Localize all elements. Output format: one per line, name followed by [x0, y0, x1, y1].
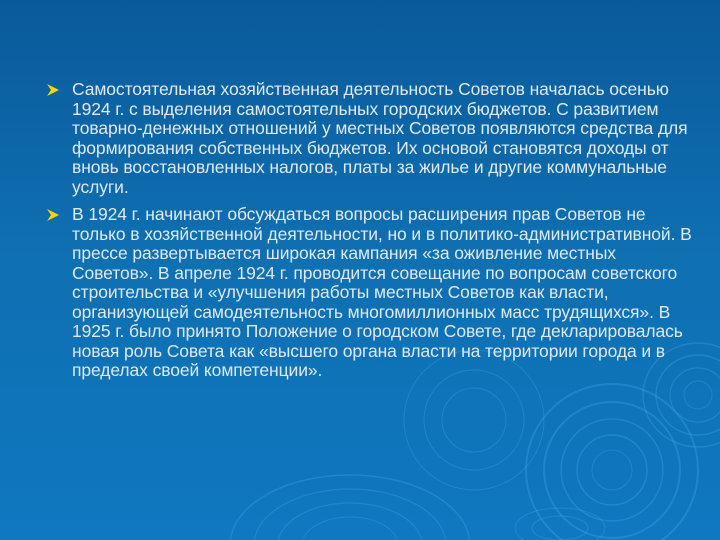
bullet-text: Самостоятельная хозяйственная деятельность Советов началась осенью 1924 г. с выделения самостоятельных городских бюджетов. С развитием товарно-денежных отношений у местных Советов появляются средства для формирования собственных бюджетов. Их основой становятся доходы от вновь восстановленных налогов, платы за жилье и другие коммунальные услуги. — [72, 79, 688, 197]
arrowhead-bullet-icon — [46, 208, 60, 222]
arrowhead-bullet-icon — [46, 83, 60, 97]
bullet-text: В 1924 г. начинают обсуждаться вопросы расширения прав Советов не только в хозяйственной деятельности, но и в политико-административной. В прессе развертывается широкая кампания «за оживление местных Советов». В апреле 1924 г. проводится совещание по вопросам советского строительства и «улучшения работы местных Советов как власти, организующей самодеятельность многомиллионных масс трудящихся». В 1925 г. было принято Положение о городском Совете, где декларировалась новая роль Совета как «высшего органа власти на территории города и в пределах своей компетенции». — [72, 204, 692, 380]
bullet-list — [46, 80, 696, 389]
bullet-item — [46, 205, 696, 381]
bullet-item — [46, 80, 696, 197]
